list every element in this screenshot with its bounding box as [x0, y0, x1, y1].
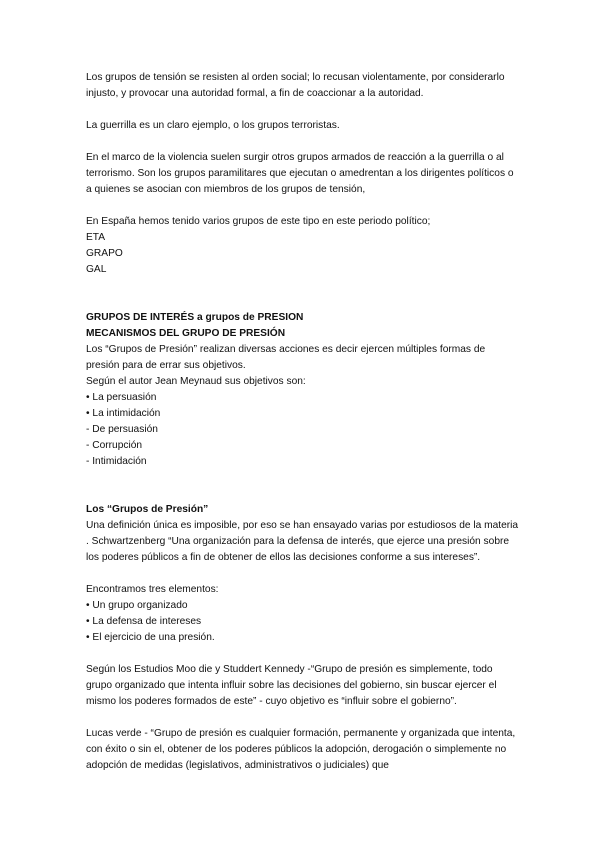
objective-item: - Intimidación: [86, 456, 147, 467]
section-heading: Los “Grupos de Presión”: [86, 504, 209, 515]
paragraph-spain: En España hemos tenido varios grupos de este tipo en este periodo político;: [86, 216, 431, 227]
element-item: • Un grupo organizado: [86, 600, 188, 611]
section-subheading: MECANISMOS DEL GRUPO DE PRESIÓN: [86, 328, 286, 339]
paragraph-guerrilla: La guerrilla es un claro ejemplo, o los grupos terroristas.: [86, 120, 340, 131]
document-body: [86, 70, 520, 774]
group-item: GAL: [86, 264, 107, 275]
element-item: • La defensa de intereses: [86, 616, 202, 627]
paragraph-moodie-kennedy: Según los Estudios Moo die y Studdert Kennedy -“Grupo de presión es simplemente, todo grupo organizado que intenta influir sobre las decisiones del gobierno, sin buscar ejercer el mismo los poderes formados de este” - cuyo objetivo es “influir sobre el gobierno”.: [86, 664, 497, 707]
paragraph-meynaud: Según el autor Jean Meynaud sus objetivos son:: [86, 376, 306, 387]
section-heading: GRUPOS DE INTERÉS a grupos de PRESION: [86, 312, 304, 323]
paragraph-paramilitary: En el marco de la violencia suelen surgir otros grupos armados de reacción a la guerrilla o al terrorismo. Son los grupos paramilitares que ejecutan o amedrentan a los dirigentes políticos o a quienes se asocian con miembros de los grupos de tensión,: [86, 152, 514, 195]
paragraph-elements-intro: Encontramos tres elementos:: [86, 584, 219, 595]
paragraph-tension-groups: Los grupos de tensión se resisten al orden social; lo recusan violentamente, por considerarlo injusto, y provocar una autoridad formal, a fin de coaccionar a la autoridad.: [86, 72, 505, 99]
paragraph-definition: Una definición única es imposible, por eso se han ensayado varias por estudiosos de la materia . Schwartzenberg “Una organización para la defensa de interés, que ejerce una presión sobre los poderes públicos a fin de obtener de ellos las decisiones conforme a sus intereses”.: [86, 520, 519, 563]
objective-item: - Corrupción: [86, 440, 143, 451]
group-item: ETA: [86, 232, 106, 243]
paragraph-lucas-verde: Lucas verde - “Grupo de presión es cualquier formación, permanente y organizada que intenta, con éxito o sin el, obtener de los poderes públicos la adopción, derogación o simplemente no adopción de medidas (legislativos, administrativos o judiciales) que: [86, 728, 516, 771]
group-item: GRAPO: [86, 248, 123, 259]
objective-item: • La intimidación: [86, 408, 161, 419]
element-item: • El ejercicio de una presión.: [86, 632, 215, 643]
objective-item: - De persuasión: [86, 424, 158, 435]
objective-item: • La persuasión: [86, 392, 157, 403]
paragraph-pressure-actions: Los “Grupos de Presión” realizan diversas acciones es decir ejercen múltiples formas de presión para de errar sus objetivos.: [86, 344, 486, 371]
